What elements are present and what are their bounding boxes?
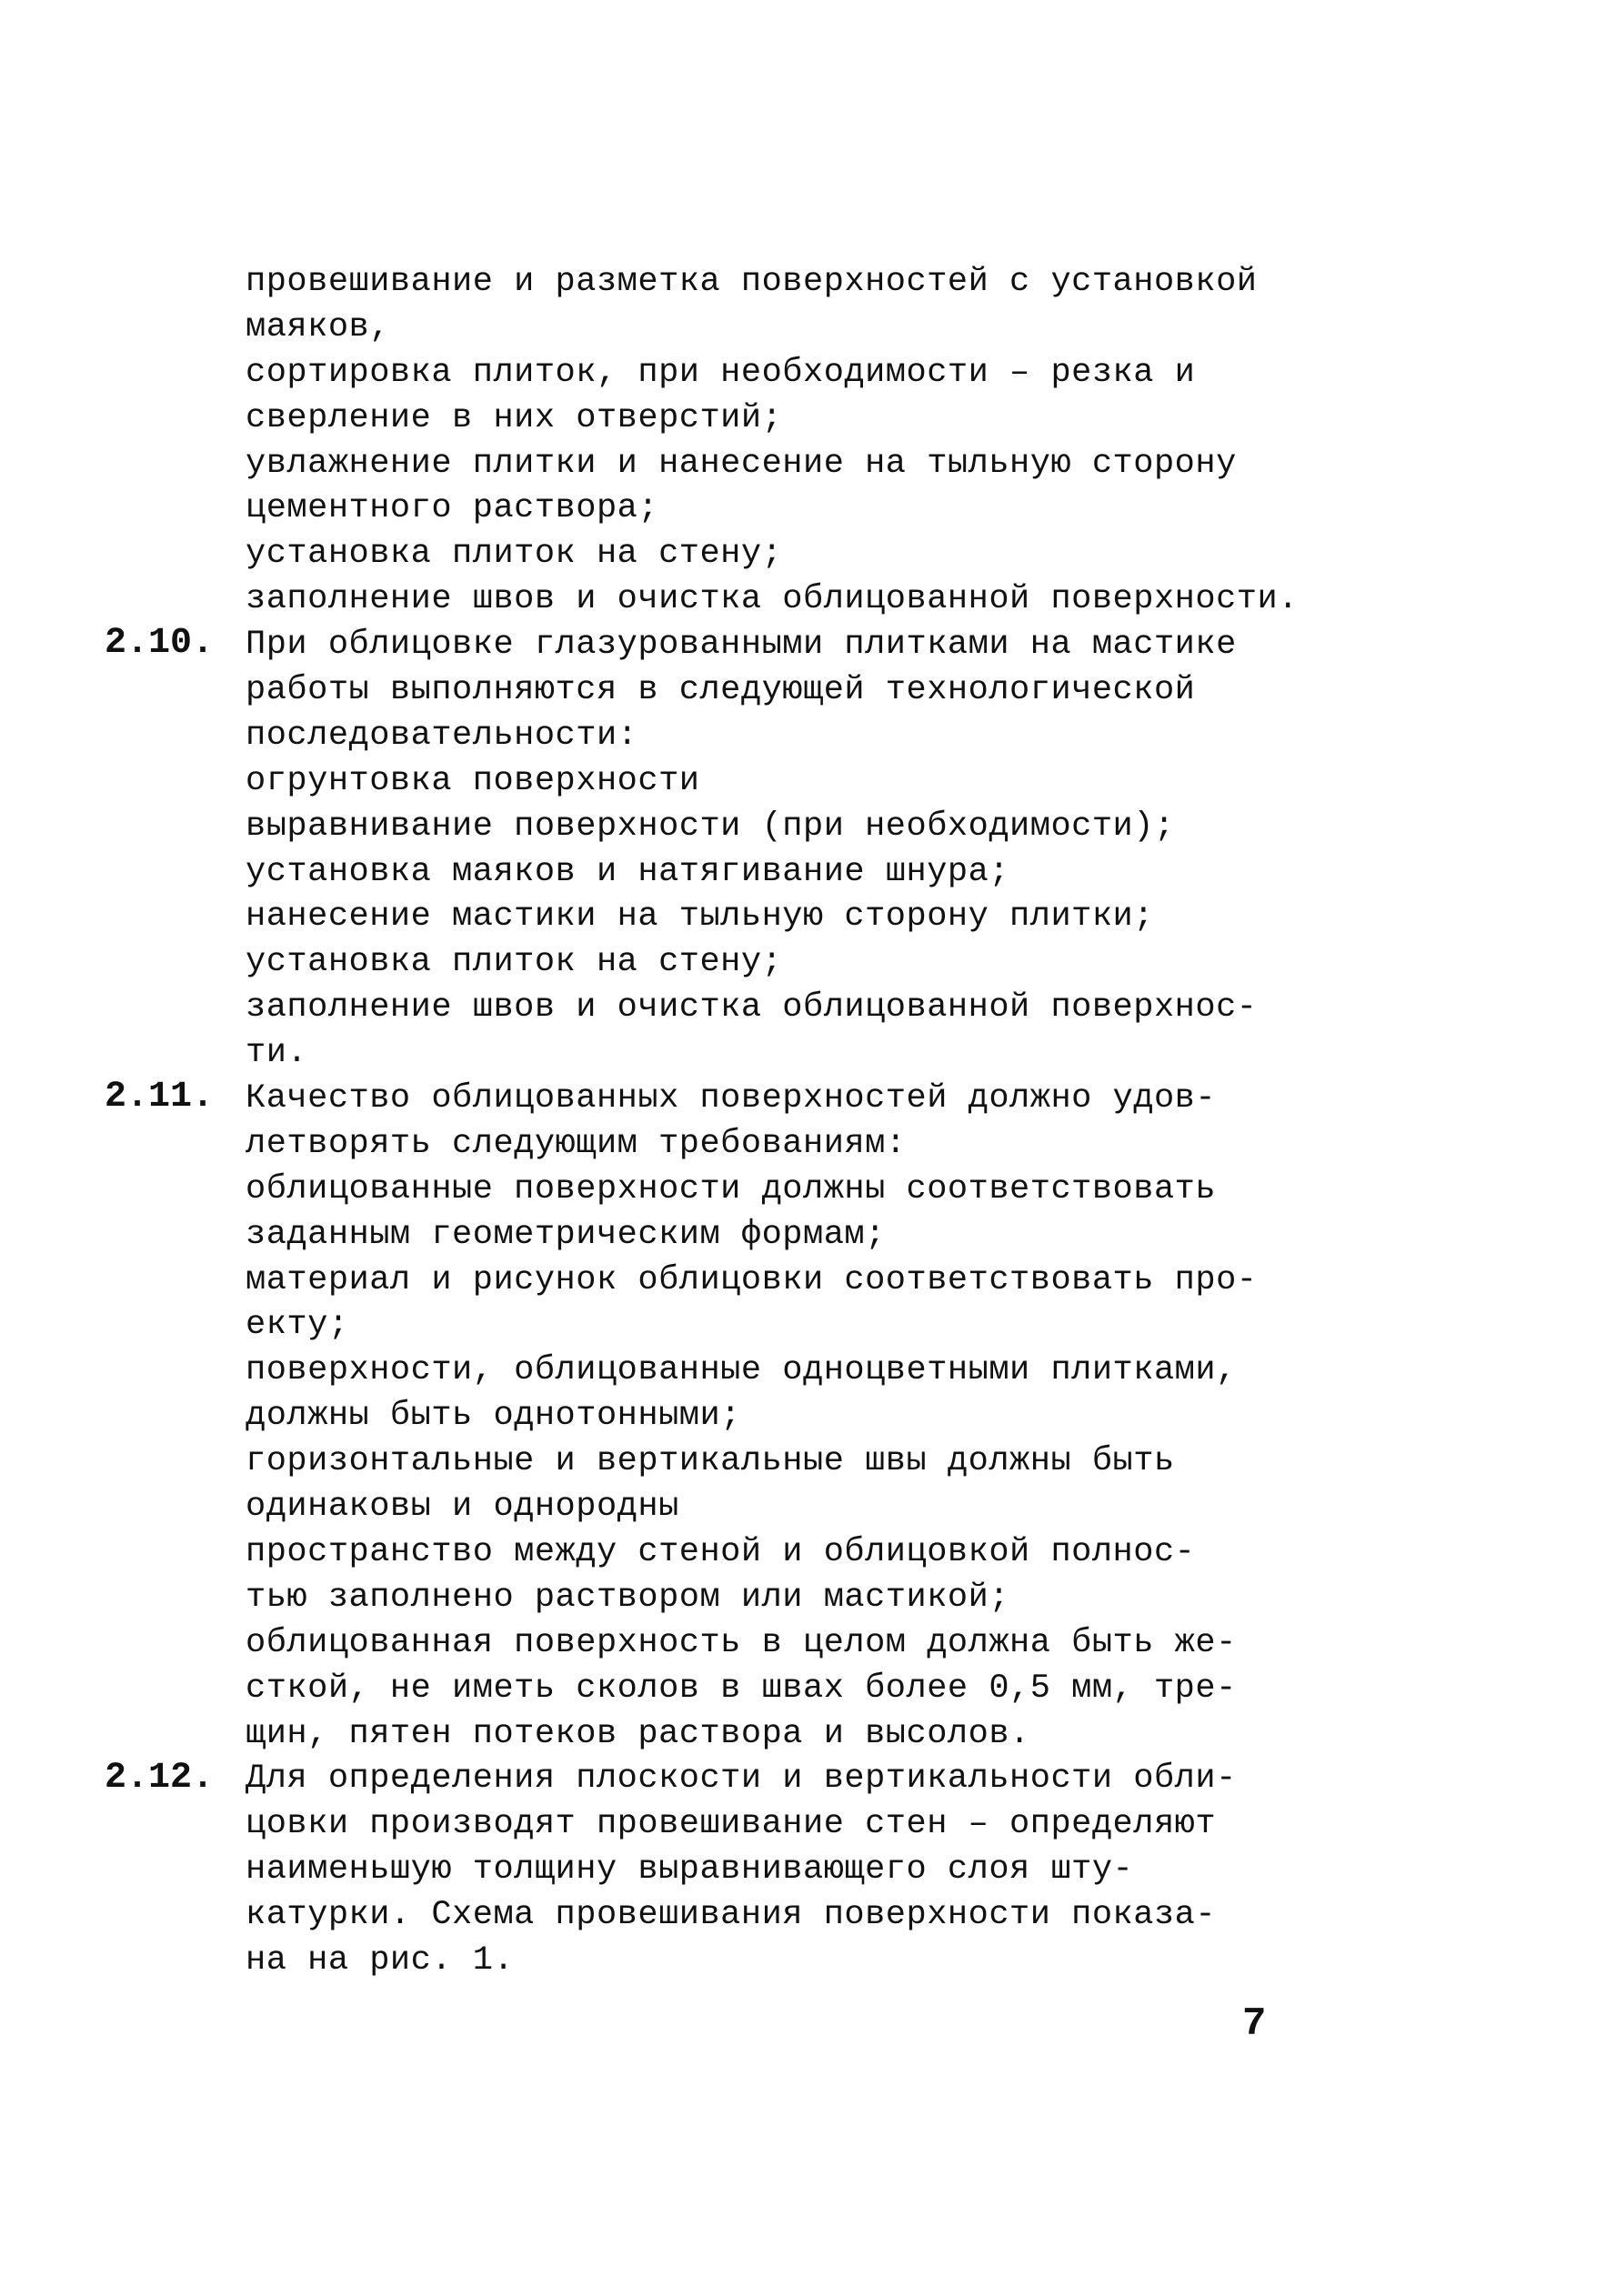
text-line: Качество облицованных поверхностей должно удов- (246, 1079, 1217, 1118)
text-line: ти. (246, 1034, 308, 1073)
text-line: последовательности: (246, 716, 638, 755)
text-line: нанесение мастики на тыльную сторону плитки; (246, 897, 1154, 937)
text-line: облицованные поверхности должны соответствовать (246, 1169, 1217, 1208)
text-line: При облицовке глазурованными плитками на мастике (246, 626, 1237, 665)
text-line: материал и рисунок облицовки соответствовать про- (246, 1260, 1258, 1299)
text-line: наименьшую толщину выравнивающего слоя шту- (246, 1850, 1134, 1890)
text-line: пространство между стеной и облицовкой полнос- (246, 1532, 1196, 1571)
text-line: екту; (246, 1306, 349, 1345)
text-line: цементного раствора; (246, 489, 659, 528)
text-line: цовки производят провешивание стен – определяют (246, 1805, 1217, 1844)
body-text (246, 260, 1310, 1984)
text-line: на на рис. 1. (246, 1940, 515, 1980)
text-line: заполнение швов и очистка облицованной поверхности. (246, 580, 1299, 619)
text-line: летворять следующим требованиям: (246, 1124, 907, 1163)
section-number: 2.10. (105, 623, 215, 665)
text-line: работы выполняются в следующей технологической (246, 671, 1196, 710)
text-line: увлажнение плитки и нанесение на тыльную сторону (246, 444, 1237, 483)
section-number: 2.11. (105, 1077, 215, 1118)
text-line: облицованная поверхность в целом должна быть же- (246, 1623, 1237, 1662)
text-line: установка маяков и натягивание шнура; (246, 852, 1010, 891)
text-line: сверление в них отверстий; (246, 398, 783, 437)
text-line: поверхности, облицованные одноцветными плитками, (246, 1351, 1237, 1390)
text-line: огрунтовка поверхности (246, 761, 700, 800)
text-line: маяков, (246, 307, 390, 346)
page-number: 7 (1242, 2001, 1267, 2047)
text-line: Для определения плоскости и вертикальности обли- (246, 1760, 1237, 1799)
text-line: установка плиток на стену; (246, 943, 783, 982)
text-line: щин, пятен потеков раствора и высолов. (246, 1714, 1030, 1753)
text-line: горизонтальные и вертикальные швы должны быть (246, 1442, 1175, 1481)
text-line: катурки. Схема провешивания поверхности показа- (246, 1896, 1217, 1935)
text-line: заполнение швов и очистка облицованной поверхнос- (246, 988, 1258, 1028)
text-line: тью заполнено раствором или мастикой; (246, 1578, 1010, 1617)
text-line: сткой, не иметь сколов в швах более 0,5 мм, тре- (246, 1669, 1237, 1708)
text-line: одинаковы и однородны (246, 1488, 679, 1527)
section-number: 2.12. (105, 1757, 215, 1799)
text-line: установка плиток на стену; (246, 535, 783, 574)
text-line: выравнивание поверхности (при необходимости); (246, 807, 1175, 846)
text-line: должны быть однотонными; (246, 1397, 741, 1436)
text-line: сортировка плиток, при необходимости – резка и (246, 353, 1196, 392)
text-line: провешивание и разметка поверхностей с установкой (246, 263, 1258, 301)
text-line: заданным геометрическим формам; (246, 1215, 886, 1254)
